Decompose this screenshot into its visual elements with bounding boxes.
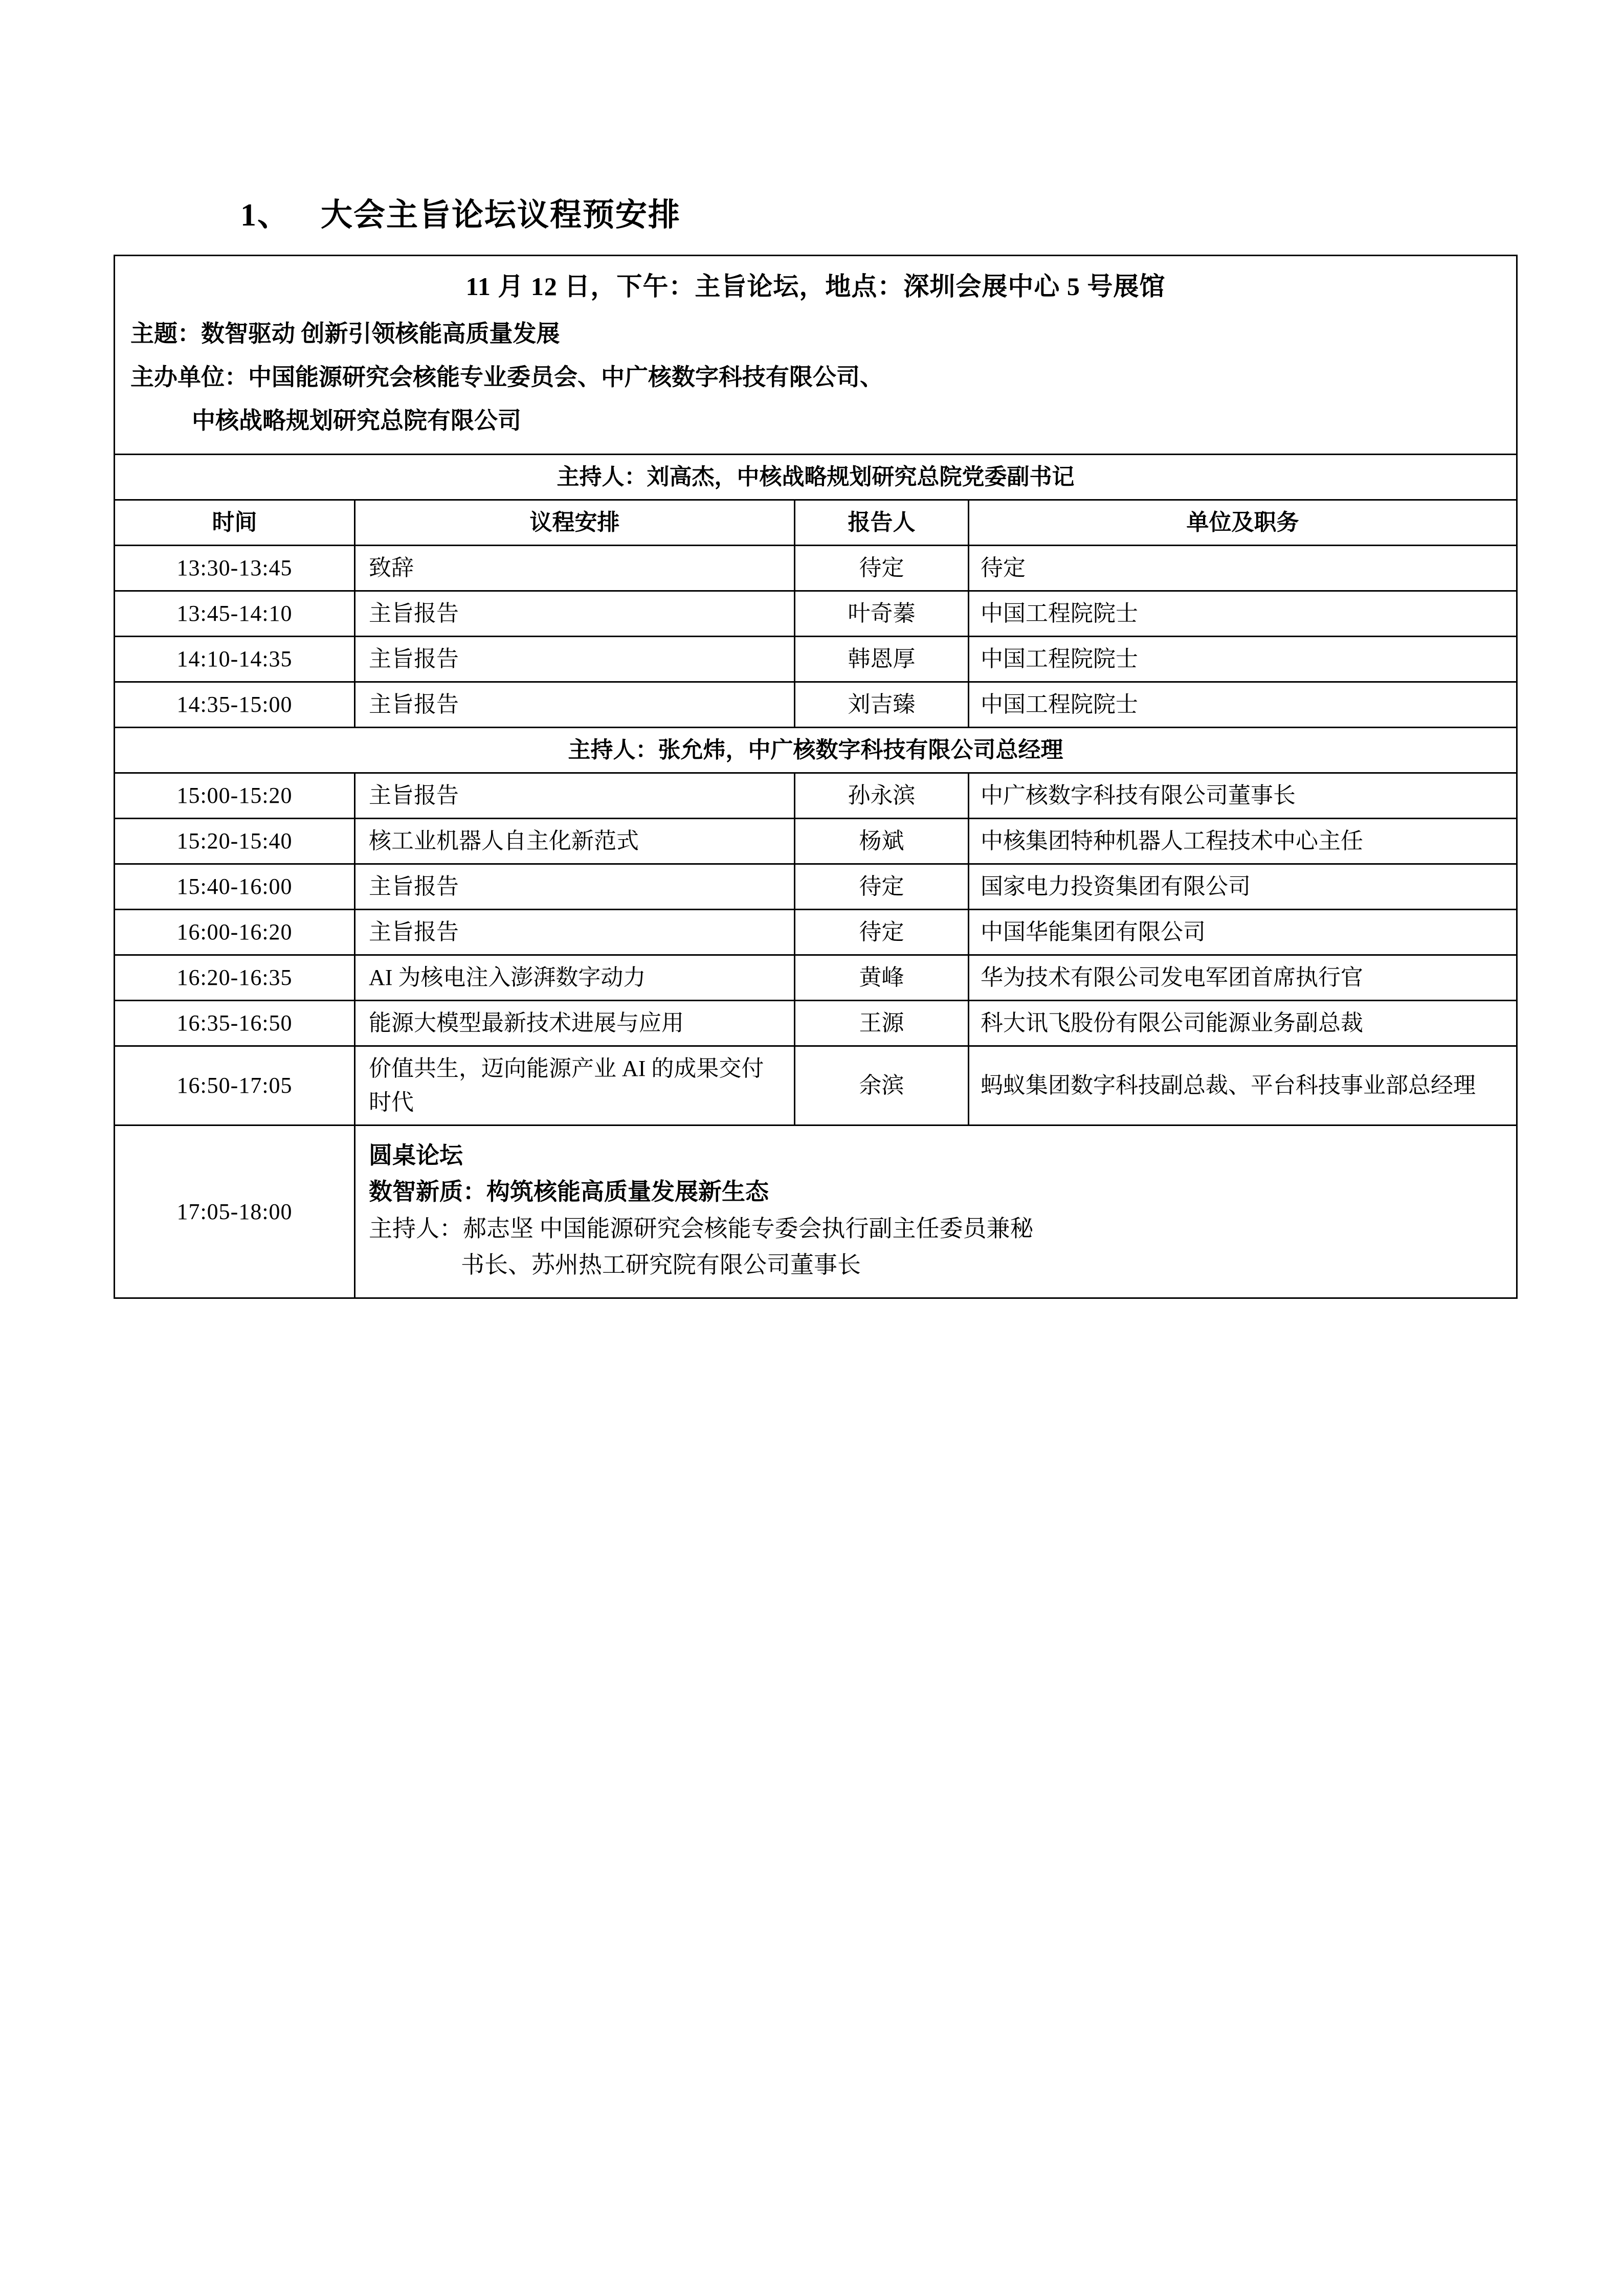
roundtable-time: 17:05-18:00 — [115, 1126, 355, 1298]
row-speaker: 待定 — [795, 864, 969, 910]
column-header-speaker: 报告人 — [795, 500, 969, 546]
row-time: 16:20-16:35 — [115, 955, 355, 1001]
table-row — [115, 637, 1517, 682]
table-row — [115, 1046, 1517, 1126]
row-org: 科大讯飞股份有限公司能源业务副总裁 — [969, 1001, 1517, 1046]
table-row — [115, 819, 1517, 864]
roundtable-theme: 数智新质：构筑核能高质量发展新生态 — [369, 1179, 769, 1205]
table-row — [115, 955, 1517, 1001]
row-speaker: 余滨 — [795, 1046, 969, 1126]
row-agenda: 主旨报告 — [355, 773, 795, 819]
table-row-header-block — [115, 256, 1517, 455]
row-org: 中国工程院院士 — [969, 682, 1517, 728]
row-time: 16:00-16:20 — [115, 910, 355, 955]
table-row — [115, 773, 1517, 819]
row-time: 15:00-15:20 — [115, 773, 355, 819]
row-speaker: 黄峰 — [795, 955, 969, 1001]
table-row-host-first — [115, 455, 1517, 500]
row-time: 15:40-16:00 — [115, 864, 355, 910]
row-org: 中广核数字科技有限公司董事长 — [969, 773, 1517, 819]
row-speaker: 刘吉臻 — [795, 682, 969, 728]
agenda-table — [114, 255, 1518, 1299]
row-org: 中国工程院院士 — [969, 637, 1517, 682]
row-agenda: 主旨报告 — [355, 864, 795, 910]
forum-theme: 主题：数智驱动 创新引领核能高质量发展 — [130, 321, 560, 347]
row-agenda: AI 为核电注入澎湃数字动力 — [355, 955, 795, 1001]
table-row — [115, 546, 1517, 591]
row-agenda: 核工业机器人自主化新范式 — [355, 819, 795, 864]
row-time: 13:30-13:45 — [115, 546, 355, 591]
row-org: 待定 — [969, 546, 1517, 591]
host-second: 主持人：张允炜，中广核数字科技有限公司总经理 — [115, 728, 1517, 773]
roundtable-host-line2: 书长、苏州热工研究院有限公司董事长 — [461, 1251, 861, 1278]
host-first: 主持人：刘高杰，中核战略规划研究总院党委副书记 — [115, 455, 1517, 500]
table-row-roundtable — [115, 1126, 1517, 1298]
table-row — [115, 591, 1517, 637]
roundtable-content — [355, 1126, 1517, 1298]
row-org: 华为技术有限公司发电军团首席执行官 — [969, 955, 1517, 1001]
row-agenda: 主旨报告 — [355, 591, 795, 637]
row-speaker: 待定 — [795, 910, 969, 955]
row-agenda: 主旨报告 — [355, 910, 795, 955]
forum-header-cell — [115, 256, 1517, 455]
page-title-text: 大会主旨论坛议程预安排 — [321, 198, 681, 233]
row-speaker: 叶奇蓁 — [795, 591, 969, 637]
row-org: 蚂蚁集团数字科技副总裁、平台科技事业部总经理 — [969, 1046, 1517, 1126]
row-agenda: 主旨报告 — [355, 637, 795, 682]
forum-organizers-line2: 中核战略规划研究总院有限公司 — [192, 408, 521, 434]
row-time: 14:10-14:35 — [115, 637, 355, 682]
row-org: 中国华能集团有限公司 — [969, 910, 1517, 955]
row-speaker: 待定 — [795, 546, 969, 591]
table-row — [115, 682, 1517, 728]
column-header-agenda: 议程安排 — [355, 500, 795, 546]
row-time: 16:50-17:05 — [115, 1046, 355, 1126]
forum-datetime-location: 11 月 12 日，下午：主旨论坛，地点：深圳会展中心 5 号展馆 — [465, 272, 1166, 301]
row-speaker: 杨斌 — [795, 819, 969, 864]
row-org: 中核集团特种机器人工程技术中心主任 — [969, 819, 1517, 864]
row-time: 14:35-15:00 — [115, 682, 355, 728]
roundtable-host-line1: 主持人：郝志坚 中国能源研究会核能专委会执行副主任委员兼秘 — [369, 1215, 1034, 1242]
table-row-host-second — [115, 728, 1517, 773]
row-agenda: 能源大模型最新技术进展与应用 — [355, 1001, 795, 1046]
row-time: 13:45-14:10 — [115, 591, 355, 637]
roundtable-label: 圆桌论坛 — [369, 1142, 463, 1168]
row-org: 国家电力投资集团有限公司 — [969, 864, 1517, 910]
row-speaker: 孙永滨 — [795, 773, 969, 819]
row-time: 15:20-15:40 — [115, 819, 355, 864]
table-row-column-headers — [115, 500, 1517, 546]
page-title-number: 1、 — [240, 198, 291, 233]
row-agenda: 价值共生，迈向能源产业 AI 的成果交付时代 — [355, 1046, 795, 1126]
page-title — [240, 189, 681, 235]
table-row — [115, 864, 1517, 910]
row-org: 中国工程院院士 — [969, 591, 1517, 637]
column-header-time: 时间 — [115, 500, 355, 546]
row-agenda: 主旨报告 — [355, 682, 795, 728]
table-row — [115, 1001, 1517, 1046]
column-header-org: 单位及职务 — [969, 500, 1517, 546]
forum-organizers-line1: 主办单位：中国能源研究会核能专业委员会、中广核数字科技有限公司、 — [130, 364, 883, 390]
row-time: 16:35-16:50 — [115, 1001, 355, 1046]
row-speaker: 韩恩厚 — [795, 637, 969, 682]
row-agenda: 致辞 — [355, 546, 795, 591]
row-speaker: 王源 — [795, 1001, 969, 1046]
table-row — [115, 910, 1517, 955]
